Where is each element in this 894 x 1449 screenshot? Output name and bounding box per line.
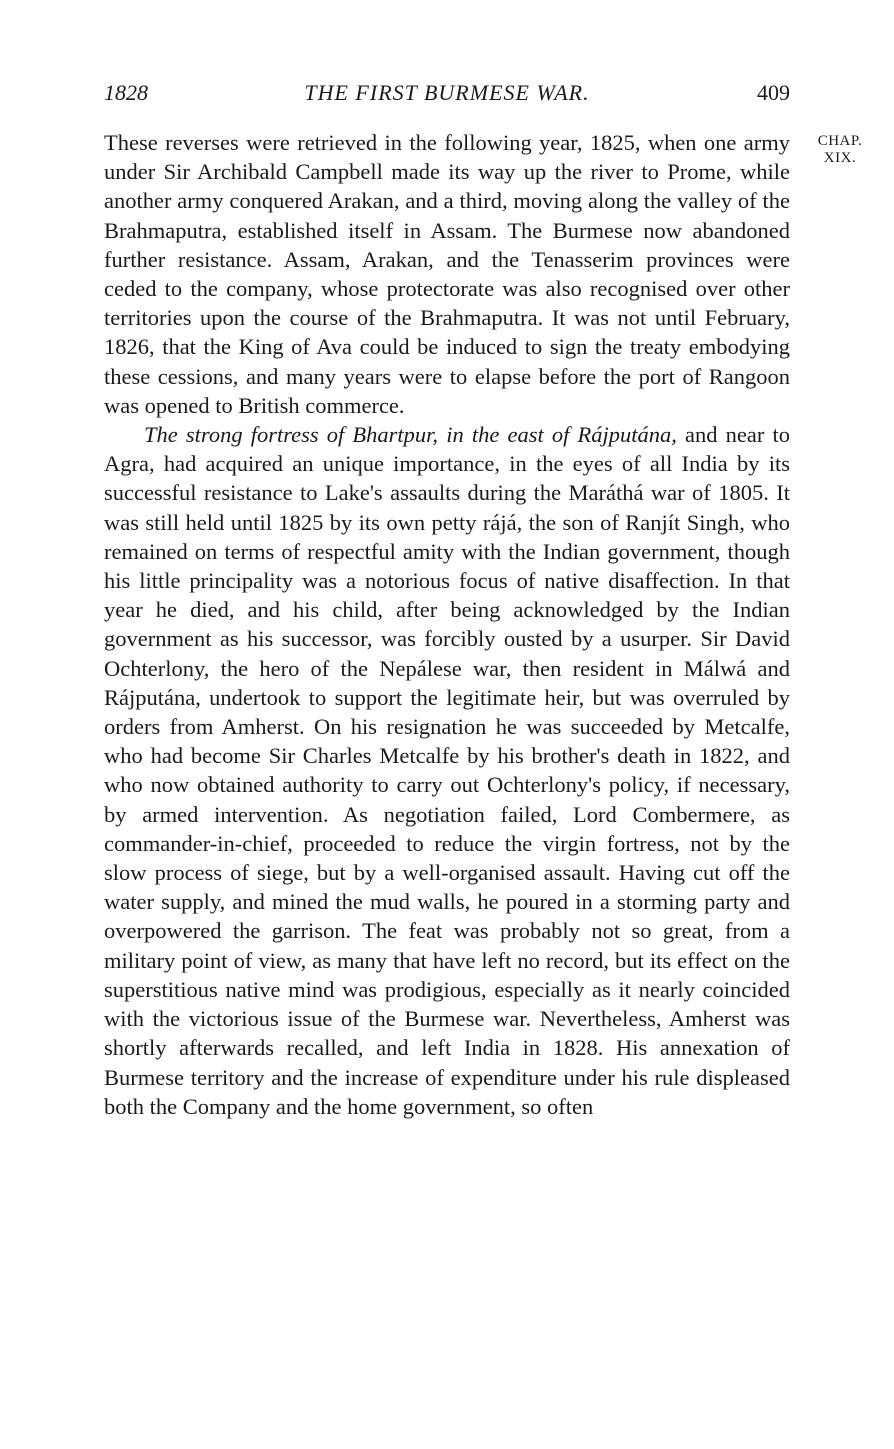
body-text	[104, 128, 790, 1121]
paragraph-2-italic-opening: The strong fortress of Bhartpur, in the east of Rájputána,	[144, 422, 677, 448]
header-year: 1828	[104, 80, 148, 105]
chapter-margin-note	[800, 133, 880, 167]
paragraph-2-text: and near to Agra, had acquired an unique importance, in the eyes of all India by its successful resistance to Lake's assaults during the Maráthá war of 1805. It was still held until 1825 by its own petty rájá, the son of Ranjít Singh, who remained on terms of respectful amity with the Indian government, though his little principality was a notorious focus of native disaffection. In that year he died, and his child, after being acknowledged by the Indian government as his successor, was forcibly ousted by a usurper. Sir David Ochterlony, the hero of the Nepálese war, then resident in Málwá and Rájputána, undertook to support the legitimate heir, but was overruled by orders from Amherst. On his resignation he was succeeded by Metcalfe, who had become Sir Charles Metcalfe by his brother's death in 1822, and who now obtained authority to carry out Ochterlony's policy, if necessary, by armed intervention. As negotiation failed, Lord Combermere, as commander-in-chief, proceeded to reduce the virgin fortress, not by the slow process of siege, but by a well-organised assault. Having cut off the water supply, and mined the mud walls, he poured in a storming party and overpowered the garrison. The feat was probably not so great, from a military point of view, as many that have left no record, but its effect on the superstitious native mind was prodigious, especially as it nearly coincided with the victorious issue of the Burmese war. Nevertheless, Amherst was shortly afterwards recalled, and left India in 1828. His annexation of Burmese territory and the increase of expenditure under his rule displeased both the Company and the home government, so often	[104, 422, 790, 1119]
header-title: THE FIRST BURMESE WAR.	[304, 80, 590, 105]
page-number: 409	[757, 80, 790, 105]
chapter-label: CHAP.	[817, 133, 863, 149]
running-head	[104, 80, 790, 114]
paragraph-2	[104, 420, 790, 1121]
chapter-number: XIX.	[823, 150, 857, 166]
paragraph-1: These reverses were retrieved in the following year, 1825, when one army under Sir Archibald Campbell made its way up the river to Prome, while another army conquered Arakan, and a third, moving along the valley of the Brahmaputra, established itself in Assam. The Burmese now abandoned further resistance. Assam, Arakan, and the Tenasserim provinces were ceded to the company, whose protectorate was also recognised over other territories upon the course of the Brahmaputra. It was not until February, 1826, that the King of Ava could be induced to sign the treaty embodying these cessions, and many years were to elapse before the port of Rangoon was opened to British commerce.	[104, 130, 790, 418]
